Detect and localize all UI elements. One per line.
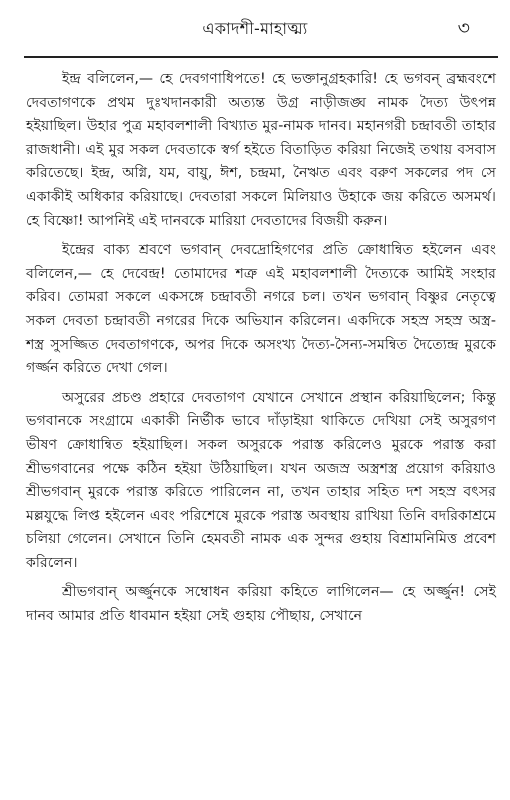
paragraph-arjuna-address: শ্রীভগবান্ অর্জ্জুনকে সম্বোধন করিয়া কহিতে লাগিলেন— হে অর্জ্জুন! সেই দানব আমার প্রতি ধাবমান হইয়া সেই গুহায় পৌছায়, সেখানে [26, 584, 496, 625]
page-number: ৩ [457, 17, 470, 39]
header-rule [24, 56, 498, 58]
paragraph-battle: অসুরের প্রচণ্ড প্রহারে দেবতাগণ যেখানে সেখানে প্রস্থান করিয়াছিলেন; কিন্তু ভগবানকে সংগ্রামে একাকী নির্ভীক ভাবে দাঁড়াইয়া থাকিতে দেখিয়া সেই অসুরগণ ভীষণ ক্রোধান্বিত হইয়াছিল। সকল অসুরকে পরাস্ত করিলেও মুরকে পরাস্ত করা শ্রীভগবানের পক্ষে কঠিন হইয়া উঠিয়াছিল। যখন অজস্র অস্ত্রশস্ত্র প্রয়োগ করিয়াও শ্রীভগবান্ মুরকে পরাস্ত করিতে পারিলেন না, তখন তাহার সহিত দশ সহস্র বৎসর মল্লযুদ্ধে লিপ্ত হইলেন এবং পরিশেষে মুরকে পরাস্ত অবস্থায় রাখিয়া তিনি বদরিকাশ্রমে চলিয়া গেলেন। সেখানে তিনি হেমবতী নামক এক সুন্দর গুহায় বিশ্রামনিমিত্ত প্রবেশ করিলেন। [26, 389, 496, 571]
body-text [26, 68, 496, 635]
running-title: একাদশী-মাহাত্ম্য [202, 19, 308, 38]
running-header [0, 14, 510, 44]
paragraph-indra-speech: ইন্দ্র বলিলেন,— হে দেবগণাধিপতে! হে ভক্তানুগ্রহকারি! হে ভগবন্ ব্রহ্মবংশে দেবতাগণকে প্রথম দুঃখদানকারী অত্যন্ত উগ্র নাড়ীজঙ্ঘ নামক দৈত্য উৎপন্ন হইয়াছিল। উহার পুত্র মহাবলশালী বিখ্যাত মুর-নামক দানব। মহানগরী চন্দ্রাবতী তাহার রাজধানী। এই মুর সকল দেবতাকে স্বর্গ হইতে বিতাড়িত করিয়া নিজেই তথায় বসবাস করিতেছে। ইন্দ্র, অগ্নি, যম, বায়ু, ঈশ, চন্দ্রমা, নৈঋত এবং বরুণ সকলের পদ সে একাকীই অধিকার করিয়াছে। দেবতারা সকলে মিলিয়াও উহাকে জয় করিতে অসমর্থ। হে বিষ্ণো! আপনিই এই দানবকে মারিয়া দেবতাদের বিজয়ী করুন। [26, 71, 496, 229]
paragraph-bhagavan-reply: ইন্দ্রের বাক্য শ্রবণে ভগবান্ দেবদ্রোহিগণের প্রতি ক্রোধান্বিত হইলেন এবং বলিলেন,— হে দেবেন্দ্র! তোমাদের শত্রু এই মহাবলশালী দৈত্যকে আমিই সংহার করিব। তোমরা সকলে একসঙ্গে চন্দ্রাবতী নগরে চল। তখন ভগবান্ বিষ্ণুর নেতৃত্বে সকল দেবতা চন্দ্রাবতী নগরের দিকে অভিযান করিলেন। একদিকে সহস্র সহস্র অস্ত্র-শস্ত্র সুসজ্জিত দেবতাগণকে, অপর দিকে অসংখ্য দৈত্য-সৈন্য-সমন্বিত দৈত্যেন্দ্র মুরকে গর্জ্জন করিতে দেখা গেল। [26, 242, 496, 377]
